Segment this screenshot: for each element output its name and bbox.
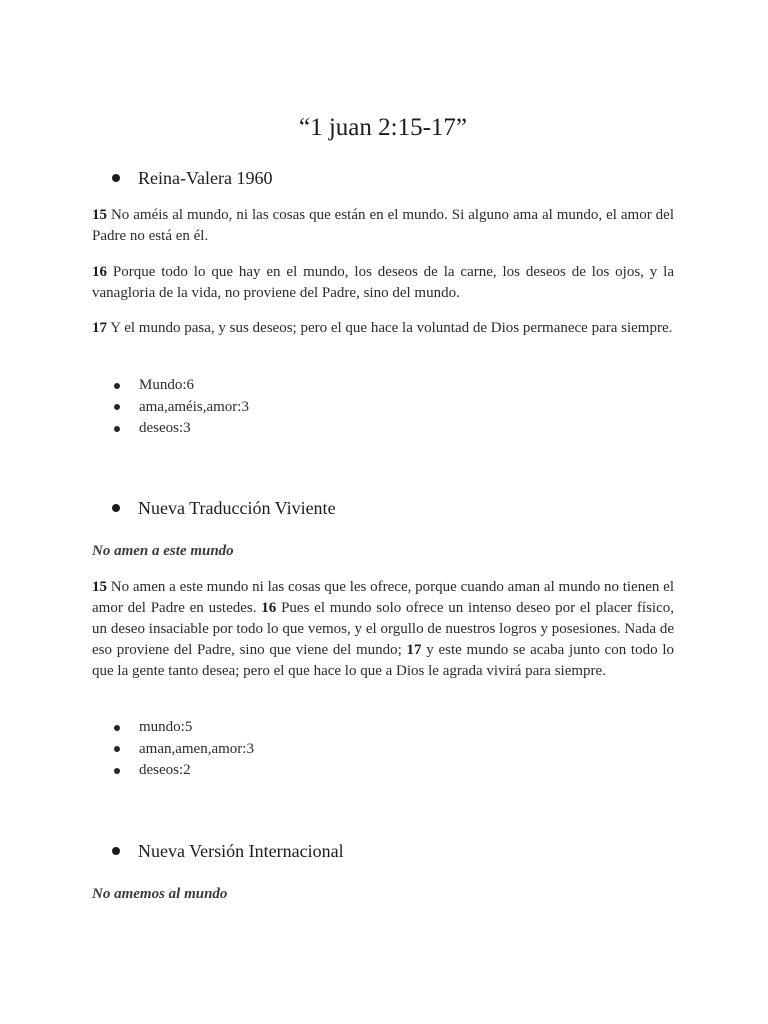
verse-16 <box>92 262 674 304</box>
list-item: Mundo:6 <box>114 375 249 397</box>
verse-number: 17 <box>92 320 107 336</box>
section-heading-label: Nueva Versión Internacional <box>138 841 344 861</box>
section-heading-nvi <box>112 839 344 863</box>
bullet-icon <box>114 768 120 774</box>
verse-text: y este mundo se acaba junto con todo lo que la gente tanto desea; pero el que hace lo que a Dios le agrada vivirá para siempre. <box>92 642 674 679</box>
section-subtitle: No amemos al mundo <box>92 886 228 902</box>
verse-number: 16 <box>261 600 277 616</box>
section-subtitle: No amen a este mundo <box>92 543 234 559</box>
section-heading-label: Nueva Traducción Viviente <box>138 498 336 518</box>
passage-15-17 <box>92 577 674 682</box>
verse-text: Y el mundo pasa, y sus deseos; pero el que hace la voluntad de Dios permanece para siempre. <box>107 320 673 336</box>
section-heading-ntv <box>112 496 336 520</box>
bullet-icon <box>114 426 120 432</box>
bullet-icon <box>112 504 120 512</box>
list-item: deseos:3 <box>114 418 249 440</box>
verse-number: 15 <box>92 579 107 595</box>
verse-text: No amen a este mundo ni las cosas que les ofrece, porque cuando aman al mundo no tienen el amor del Padre en ustedes. <box>92 579 674 616</box>
section-heading-label: Reina-Valera 1960 <box>138 168 273 188</box>
list-item: deseos:2 <box>114 760 254 782</box>
bullet-icon <box>114 383 120 389</box>
verse-text: No améis al mundo, ni las cosas que están en el mundo. Si alguno ama al mundo, el amor del Padre no está en él. <box>92 207 674 244</box>
list-item: aman,amen,amor:3 <box>114 739 254 761</box>
verse-17 <box>92 318 674 339</box>
bullet-icon <box>112 847 120 855</box>
list-item: ama,améis,amor:3 <box>114 397 249 419</box>
bullet-icon <box>114 746 120 752</box>
word-count-list <box>114 717 254 782</box>
document-title: “1 juan 2:15-17” <box>298 114 467 141</box>
verse-number: 15 <box>92 207 107 223</box>
list-item: mundo:5 <box>114 717 254 739</box>
verse-number: 17 <box>406 642 422 658</box>
verse-number: 16 <box>92 264 107 280</box>
word-count-list <box>114 375 249 440</box>
verse-text: Porque todo lo que hay en el mundo, los deseos de la carne, los deseos de los ojos, y la vanagloria de la vida, no proviene del Padre, sino del mundo. <box>92 264 674 301</box>
verse-15 <box>92 205 674 247</box>
bullet-icon <box>112 174 120 182</box>
bullet-icon <box>114 404 120 410</box>
section-heading-reina-valera <box>112 166 272 190</box>
bullet-icon <box>114 725 120 731</box>
verse-text: Pues el mundo solo ofrece un intenso deseo por el placer físico, un deseo insaciable por todo lo que vemos, y el orgullo de nuestros logros y posesiones. Nada de eso proviene del Padre, sino que viene del mundo; <box>92 600 674 658</box>
